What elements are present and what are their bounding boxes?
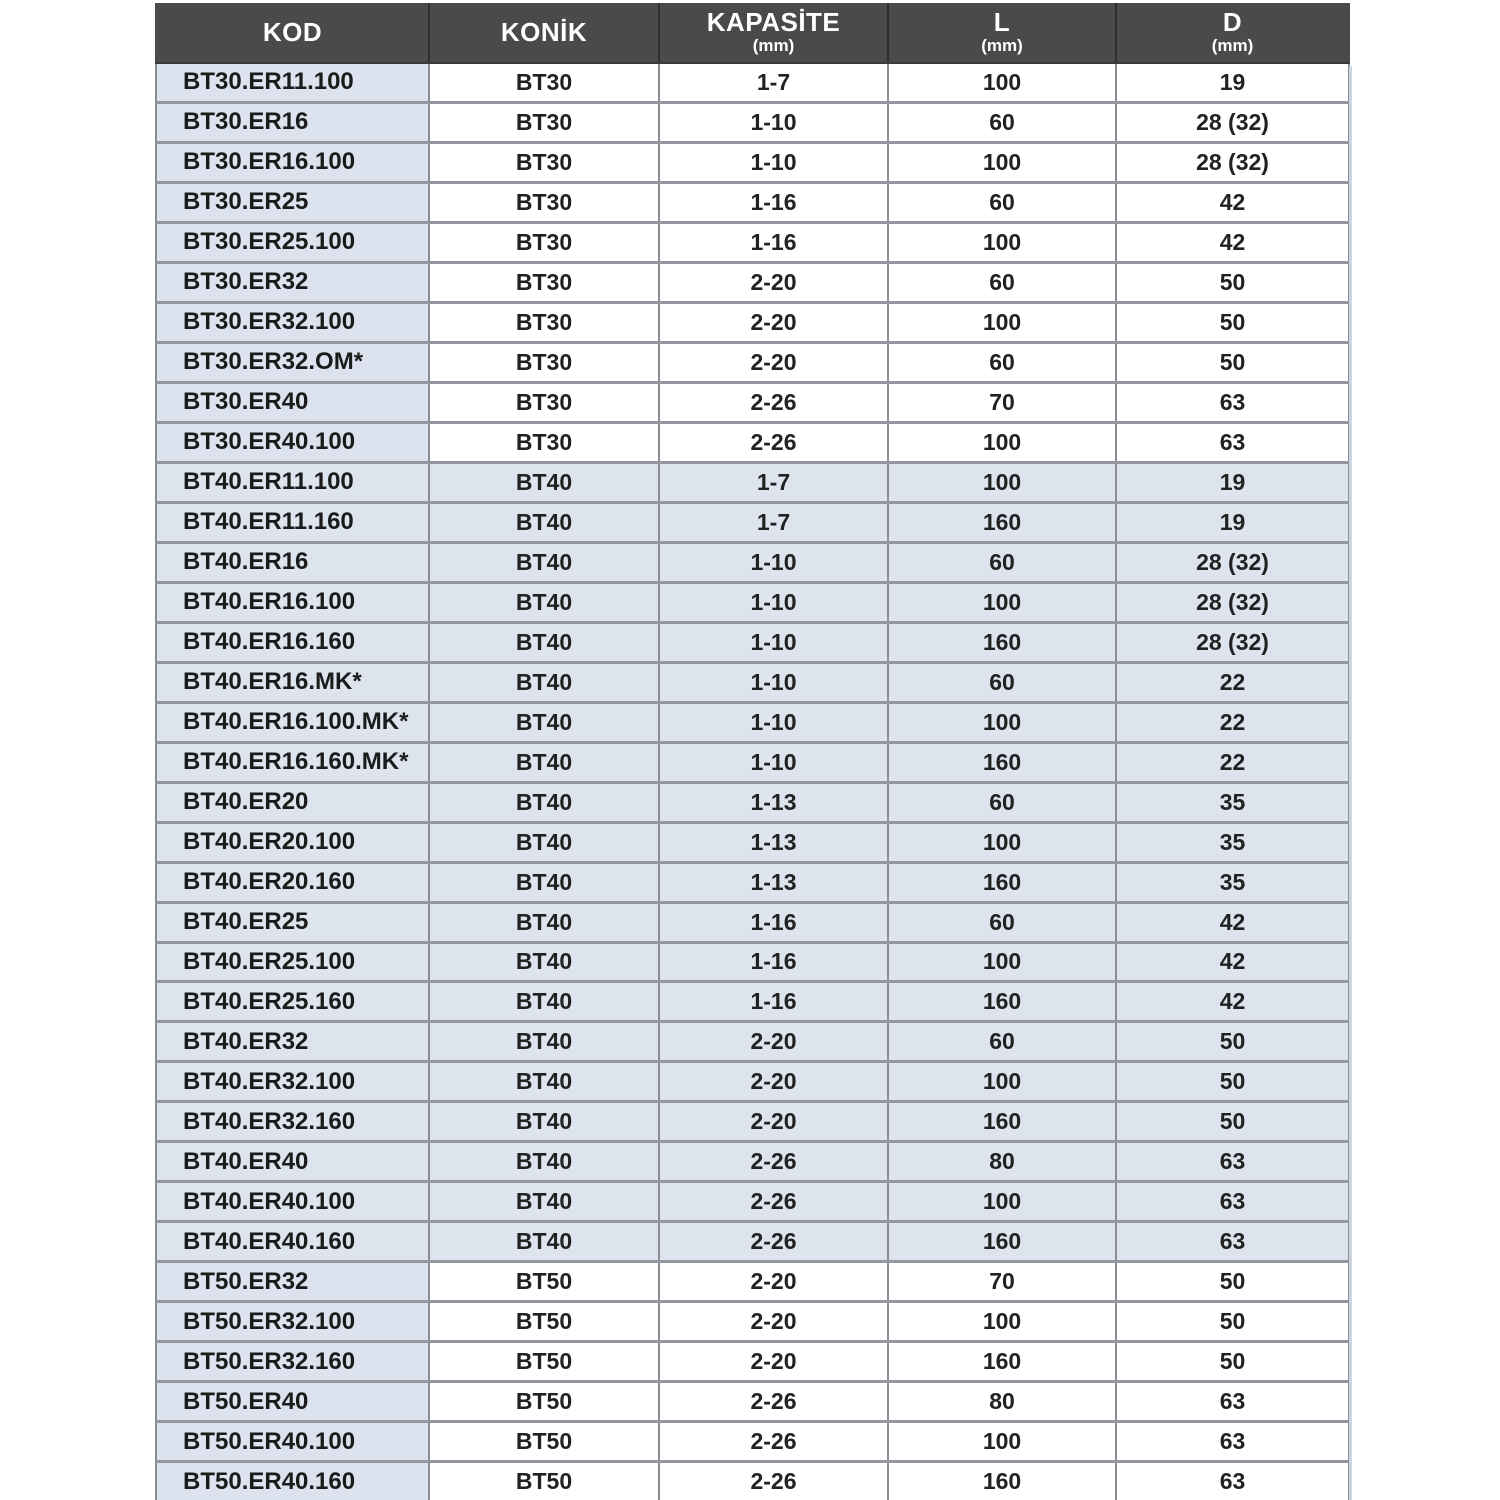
cell-kapasite: 1-10 (659, 582, 888, 622)
cell-l: 80 (888, 1382, 1116, 1422)
cell-konik: BT50 (429, 1262, 659, 1302)
cell-l: 160 (888, 742, 1116, 782)
cell-konik: BT40 (429, 1142, 659, 1182)
table-row (156, 1182, 1349, 1222)
cell-kapasite: 1-13 (659, 862, 888, 902)
cell-l: 100 (888, 222, 1116, 262)
cell-d: 28 (32) (1116, 102, 1349, 142)
cell-konik: BT40 (429, 1102, 659, 1142)
cell-konik: BT30 (429, 382, 659, 422)
cell-kapasite: 2-26 (659, 1462, 888, 1500)
header-konik-label: KONİK (500, 16, 588, 47)
cell-l: 100 (888, 422, 1116, 462)
cell-kapasite: 1-13 (659, 782, 888, 822)
table-row (156, 542, 1349, 582)
cell-l: 60 (888, 542, 1116, 582)
cell-kapasite: 2-26 (659, 422, 888, 462)
table-row (156, 1022, 1349, 1062)
cell-d: 42 (1116, 902, 1349, 942)
cell-l: 60 (888, 262, 1116, 302)
table-row (156, 302, 1349, 342)
cell-kapasite: 2-20 (659, 1302, 888, 1342)
table-row (156, 702, 1349, 742)
cell-l: 60 (888, 182, 1116, 222)
cell-kapasite: 2-26 (659, 1182, 888, 1222)
table-row (156, 1142, 1349, 1182)
cell-konik: BT40 (429, 982, 659, 1022)
cell-konik: BT50 (429, 1422, 659, 1462)
header-d-label: D (1222, 7, 1243, 38)
table-row (156, 102, 1349, 142)
cell-d: 50 (1116, 1262, 1349, 1302)
table-row (156, 1102, 1349, 1142)
cell-l: 60 (888, 1022, 1116, 1062)
cell-d: 22 (1116, 742, 1349, 782)
cell-l: 100 (888, 822, 1116, 862)
cell-konik: BT50 (429, 1382, 659, 1422)
table-row (156, 582, 1349, 622)
cell-l: 100 (888, 1302, 1116, 1342)
cell-kod: BT50.ER40 (156, 1382, 429, 1422)
header-kapasite (659, 3, 888, 63)
cell-kod: BT40.ER16.160 (156, 622, 429, 662)
table-row (156, 1302, 1349, 1342)
header-kod (156, 3, 429, 63)
cell-l: 60 (888, 102, 1116, 142)
header-l (888, 3, 1116, 63)
cell-kapasite: 1-10 (659, 742, 888, 782)
cell-kod: BT40.ER16.100.MK* (156, 702, 429, 742)
cell-d: 50 (1116, 1022, 1349, 1062)
cell-kapasite: 1-10 (659, 102, 888, 142)
cell-kapasite: 1-16 (659, 182, 888, 222)
header-konik (429, 3, 659, 63)
cell-kapasite: 1-7 (659, 462, 888, 502)
cell-konik: BT40 (429, 582, 659, 622)
cell-l: 100 (888, 462, 1116, 502)
table-row (156, 182, 1349, 222)
cell-konik: BT50 (429, 1302, 659, 1342)
table-row (156, 862, 1349, 902)
table-row (156, 1462, 1349, 1500)
table-row (156, 1222, 1349, 1262)
header-kapasite-label: KAPASİTE (706, 7, 841, 38)
cell-konik: BT40 (429, 502, 659, 542)
cell-konik: BT40 (429, 622, 659, 662)
table-row (156, 662, 1349, 702)
cell-kapasite: 1-16 (659, 942, 888, 982)
cell-kod: BT40.ER16 (156, 542, 429, 582)
cell-kod: BT30.ER16 (156, 102, 429, 142)
cell-l: 100 (888, 1182, 1116, 1222)
cell-kod: BT40.ER11.100 (156, 462, 429, 502)
cell-kapasite: 2-26 (659, 1222, 888, 1262)
cell-kod: BT50.ER40.160 (156, 1462, 429, 1500)
cell-kod: BT40.ER16.160.MK* (156, 742, 429, 782)
cell-d: 19 (1116, 63, 1349, 102)
cell-d: 63 (1116, 382, 1349, 422)
cell-konik: BT30 (429, 342, 659, 382)
cell-kod: BT30.ER32.100 (156, 302, 429, 342)
cell-kapasite: 2-26 (659, 1382, 888, 1422)
cell-l: 160 (888, 502, 1116, 542)
cell-kod: BT40.ER40.100 (156, 1182, 429, 1222)
cell-konik: BT30 (429, 302, 659, 342)
cell-kapasite: 2-20 (659, 302, 888, 342)
table-row (156, 1382, 1349, 1422)
cell-konik: BT50 (429, 1462, 659, 1500)
table-body (156, 63, 1349, 1500)
cell-konik: BT40 (429, 1062, 659, 1102)
table-row (156, 622, 1349, 662)
table-row (156, 142, 1349, 182)
table-row (156, 1422, 1349, 1462)
cell-d: 63 (1116, 1382, 1349, 1422)
header-row (156, 3, 1349, 63)
cell-konik: BT40 (429, 942, 659, 982)
cell-kod: BT30.ER25 (156, 182, 429, 222)
header-kod-label: KOD (262, 16, 323, 47)
cell-kod: BT50.ER32.160 (156, 1342, 429, 1382)
cell-kod: BT30.ER32.OM* (156, 342, 429, 382)
cell-l: 160 (888, 1462, 1116, 1500)
tool-holder-spec-table (155, 3, 1350, 1500)
cell-d: 63 (1116, 1142, 1349, 1182)
cell-l: 100 (888, 1422, 1116, 1462)
cell-d: 35 (1116, 862, 1349, 902)
cell-konik: BT40 (429, 1022, 659, 1062)
cell-konik: BT50 (429, 1342, 659, 1382)
table-row (156, 342, 1349, 382)
cell-d: 19 (1116, 502, 1349, 542)
cell-kod: BT40.ER32 (156, 1022, 429, 1062)
cell-d: 50 (1116, 342, 1349, 382)
cell-kapasite: 2-20 (659, 1062, 888, 1102)
cell-konik: BT40 (429, 822, 659, 862)
table-row (156, 222, 1349, 262)
cell-d: 35 (1116, 782, 1349, 822)
cell-kapasite: 1-16 (659, 982, 888, 1022)
cell-kod: BT40.ER16.100 (156, 582, 429, 622)
cell-kapasite: 2-26 (659, 1422, 888, 1462)
cell-kod: BT40.ER32.160 (156, 1102, 429, 1142)
cell-l: 100 (888, 582, 1116, 622)
cell-konik: BT40 (429, 1182, 659, 1222)
cell-kapasite: 2-20 (659, 1102, 888, 1142)
cell-kapasite: 1-10 (659, 702, 888, 742)
table-row (156, 902, 1349, 942)
cell-konik: BT40 (429, 862, 659, 902)
cell-kod: BT50.ER32.100 (156, 1302, 429, 1342)
cell-d: 50 (1116, 1302, 1349, 1342)
cell-kod: BT30.ER25.100 (156, 222, 429, 262)
cell-d: 22 (1116, 662, 1349, 702)
cell-kapasite: 1-10 (659, 142, 888, 182)
cell-l: 160 (888, 622, 1116, 662)
cell-d: 22 (1116, 702, 1349, 742)
table-header (156, 3, 1349, 63)
cell-kapasite: 2-26 (659, 382, 888, 422)
cell-kapasite: 1-7 (659, 502, 888, 542)
cell-kapasite: 2-20 (659, 342, 888, 382)
table-row (156, 462, 1349, 502)
cell-l: 160 (888, 862, 1116, 902)
cell-d: 42 (1116, 942, 1349, 982)
cell-l: 160 (888, 1342, 1116, 1382)
cell-kod: BT40.ER25 (156, 902, 429, 942)
cell-d: 50 (1116, 1102, 1349, 1142)
cell-konik: BT30 (429, 63, 659, 102)
cell-d: 63 (1116, 1422, 1349, 1462)
cell-d: 42 (1116, 982, 1349, 1022)
cell-konik: BT30 (429, 262, 659, 302)
cell-kapasite: 1-7 (659, 63, 888, 102)
cell-kod: BT30.ER16.100 (156, 142, 429, 182)
cell-d: 28 (32) (1116, 542, 1349, 582)
cell-kapasite: 1-16 (659, 902, 888, 942)
cell-kod: BT40.ER25.160 (156, 982, 429, 1022)
cell-d: 63 (1116, 1462, 1349, 1500)
cell-kapasite: 1-10 (659, 622, 888, 662)
cell-kod: BT40.ER32.100 (156, 1062, 429, 1102)
table-row (156, 262, 1349, 302)
cell-kod: BT50.ER32 (156, 1262, 429, 1302)
cell-d: 28 (32) (1116, 142, 1349, 182)
cell-kapasite: 2-20 (659, 262, 888, 302)
cell-d: 63 (1116, 1182, 1349, 1222)
cell-l: 160 (888, 982, 1116, 1022)
table-row (156, 822, 1349, 862)
cell-kod: BT30.ER40.100 (156, 422, 429, 462)
cell-d: 63 (1116, 1222, 1349, 1262)
header-d-unit: (mm) (1211, 36, 1254, 56)
cell-kapasite: 1-13 (659, 822, 888, 862)
table-row (156, 422, 1349, 462)
cell-konik: BT40 (429, 462, 659, 502)
cell-kapasite: 2-20 (659, 1262, 888, 1302)
cell-konik: BT40 (429, 782, 659, 822)
cell-kod: BT50.ER40.100 (156, 1422, 429, 1462)
cell-kod: BT40.ER25.100 (156, 942, 429, 982)
cell-konik: BT30 (429, 142, 659, 182)
cell-konik: BT40 (429, 702, 659, 742)
cell-l: 70 (888, 382, 1116, 422)
table-row (156, 63, 1349, 102)
cell-d: 50 (1116, 262, 1349, 302)
right-edge-strip (1349, 66, 1352, 1500)
cell-konik: BT30 (429, 422, 659, 462)
cell-konik: BT40 (429, 662, 659, 702)
header-kapasite-unit: (mm) (752, 36, 795, 56)
cell-d: 35 (1116, 822, 1349, 862)
cell-kod: BT40.ER40.160 (156, 1222, 429, 1262)
cell-konik: BT40 (429, 542, 659, 582)
cell-l: 60 (888, 662, 1116, 702)
table-row (156, 1262, 1349, 1302)
header-d (1116, 3, 1349, 63)
table-row (156, 382, 1349, 422)
cell-d: 42 (1116, 182, 1349, 222)
table-row (156, 782, 1349, 822)
cell-l: 160 (888, 1222, 1116, 1262)
table-row (156, 982, 1349, 1022)
cell-l: 100 (888, 1062, 1116, 1102)
cell-l: 160 (888, 1102, 1116, 1142)
cell-kod: BT30.ER32 (156, 262, 429, 302)
cell-d: 28 (32) (1116, 582, 1349, 622)
cell-l: 100 (888, 142, 1116, 182)
cell-kod: BT30.ER40 (156, 382, 429, 422)
cell-kod: BT40.ER20 (156, 782, 429, 822)
cell-l: 100 (888, 302, 1116, 342)
cell-l: 80 (888, 1142, 1116, 1182)
cell-l: 70 (888, 1262, 1116, 1302)
table-row (156, 502, 1349, 542)
cell-kapasite: 2-20 (659, 1342, 888, 1382)
table-row (156, 742, 1349, 782)
cell-kod: BT40.ER20.100 (156, 822, 429, 862)
cell-kapasite: 2-26 (659, 1142, 888, 1182)
cell-d: 42 (1116, 222, 1349, 262)
cell-konik: BT40 (429, 742, 659, 782)
cell-l: 60 (888, 342, 1116, 382)
cell-d: 50 (1116, 302, 1349, 342)
cell-d: 63 (1116, 422, 1349, 462)
cell-d: 50 (1116, 1342, 1349, 1382)
cell-kod: BT30.ER11.100 (156, 63, 429, 102)
header-l-label: L (993, 7, 1011, 38)
cell-d: 28 (32) (1116, 622, 1349, 662)
cell-d: 19 (1116, 462, 1349, 502)
cell-konik: BT30 (429, 182, 659, 222)
cell-l: 100 (888, 702, 1116, 742)
cell-l: 60 (888, 782, 1116, 822)
cell-d: 50 (1116, 1062, 1349, 1102)
cell-konik: BT30 (429, 222, 659, 262)
cell-l: 60 (888, 902, 1116, 942)
cell-kapasite: 1-16 (659, 222, 888, 262)
cell-kod: BT40.ER20.160 (156, 862, 429, 902)
table-row (156, 1062, 1349, 1102)
cell-kod: BT40.ER16.MK* (156, 662, 429, 702)
cell-kapasite: 2-20 (659, 1022, 888, 1062)
cell-konik: BT40 (429, 1222, 659, 1262)
table-row (156, 1342, 1349, 1382)
header-l-unit: (mm) (981, 36, 1023, 56)
cell-konik: BT40 (429, 902, 659, 942)
cell-l: 100 (888, 942, 1116, 982)
cell-konik: BT30 (429, 102, 659, 142)
cell-l: 100 (888, 63, 1116, 102)
cell-kapasite: 1-10 (659, 662, 888, 702)
cell-kod: BT40.ER40 (156, 1142, 429, 1182)
table-row (156, 942, 1349, 982)
cell-kod: BT40.ER11.160 (156, 502, 429, 542)
cell-kapasite: 1-10 (659, 542, 888, 582)
